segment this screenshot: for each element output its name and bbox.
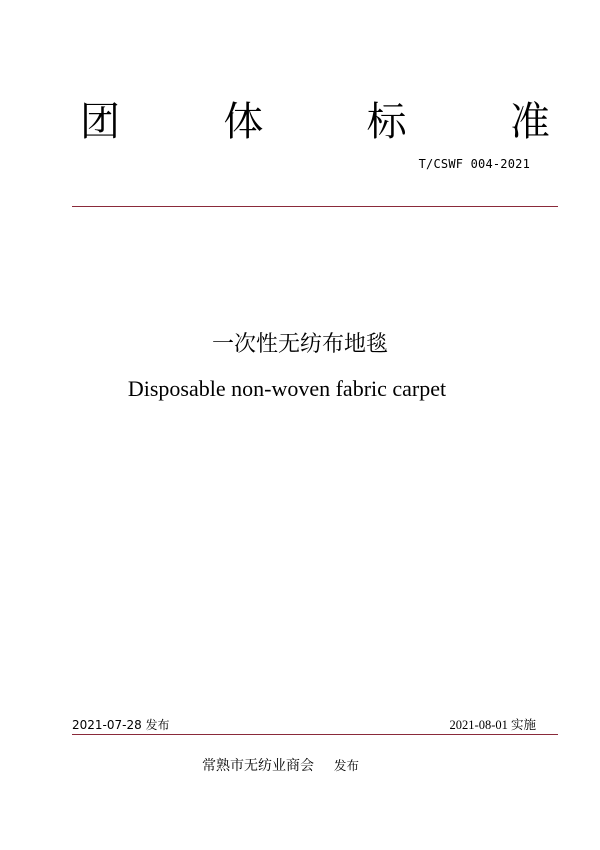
document-title-chinese: 一次性无纺布地毯 — [211, 332, 388, 357]
standard-number: T/CSWF 004-2021 — [418, 157, 530, 171]
publisher-name: 常熟市无纺业商会 — [202, 758, 314, 774]
document-type-char: 团 — [80, 99, 120, 145]
document-type-heading — [80, 96, 550, 148]
document-type-char: 体 — [223, 99, 264, 145]
document-type-char: 准 — [509, 99, 550, 145]
publisher-line — [202, 757, 359, 775]
issue-date: 2021-07-28 发布 — [72, 718, 170, 732]
publisher-action: 发布 — [334, 758, 360, 773]
document-type-char: 标 — [366, 99, 407, 145]
document-title-english: Disposable non-woven fabric carpet — [127, 376, 447, 401]
implementation-date: 2021-08-01 实施 — [449, 718, 536, 732]
bottom-divider — [72, 734, 558, 735]
top-divider — [72, 206, 558, 207]
